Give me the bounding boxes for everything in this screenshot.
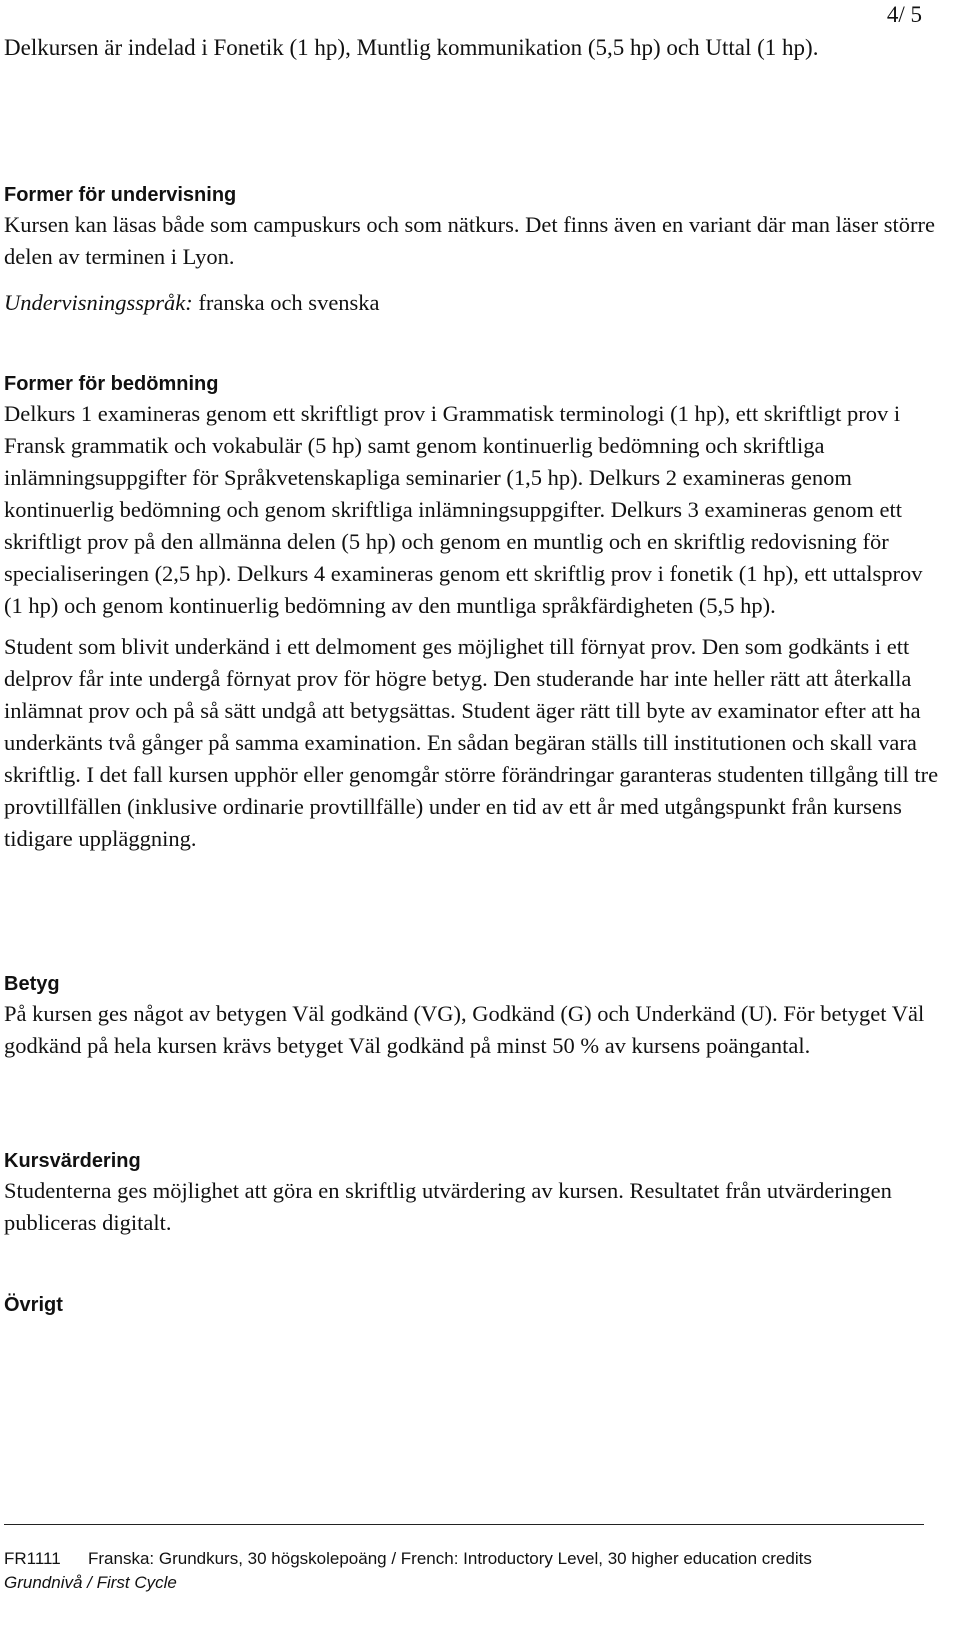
footer-divider xyxy=(4,1524,924,1525)
teaching-heading: Former för undervisning xyxy=(4,184,237,206)
evaluation-heading: Kursvärdering xyxy=(4,1150,141,1172)
page-footer xyxy=(4,1547,939,1595)
course-level: Grundnivå / First Cycle xyxy=(4,1573,177,1592)
teaching-language xyxy=(4,287,939,319)
assessment-section xyxy=(4,370,939,855)
assessment-paragraph-2: Student som blivit underkänd i ett delmoment ges möjlighet till förnyat prov. Den som godkänts i ett delprov får inte undergå förnyat prov för högre betyg. Den studerande har inte heller rätt att återkalla inlämnat prov och på så sätt undgå att betygsättas. Student äger rätt till byte av examinator efter att ha underkänts två gånger på samma examination. En sådan begäran ställs till institutionen och skall vara skriftlig. I det fall kursen upphör eller genomgår större förändringar garanteras studenten tillgång till tre provtillfällen (inklusive ordinarie provtillfälle) under en tid av ett år med utgångspunkt från kursens tidigare uppläggning. xyxy=(4,634,939,851)
language-value: franska och svenska xyxy=(192,290,380,315)
grade-paragraph: På kursen ges något av betygen Väl godkänd (VG), Godkänd (G) och Underkänd (U). För betyget Väl godkänd på hela kursen krävs betyget Väl godkänd på minst 50 % av kursens poängantal. xyxy=(4,1001,925,1058)
assessment-paragraph-1: Delkurs 1 examineras genom ett skriftligt prov i Grammatisk terminologi (1 hp), ett skriftligt prov i Fransk grammatik och vokabulär (5 hp) samt genom kontinuerlig bedömning och skriftliga inlämningsuppgifter för Språkvetenskapliga seminarier (1,5 hp). Delkurs 2 examineras genom kontinuerlig bedömning och genom skriftliga inlämningsuppgifter. Delkurs 3 examineras genom ett skriftligt prov på den allmänna delen (5 hp) och genom en muntlig och en skriftlig redovisning för specialiseringen (2,5 hp). Delkurs 4 examineras genom ett skriftlig prov i fonetik (1 hp), ett uttalsprov (1 hp) och genom kontinuerlig bedömning av den muntliga språkfärdigheten (5,5 hp). xyxy=(4,401,923,618)
grade-heading: Betyg xyxy=(4,973,60,995)
teaching-section xyxy=(4,181,939,319)
teaching-paragraph: Kursen kan läsas både som campuskurs och som nätkurs. Det finns även en variant där man läser större delen av terminen i Lyon. xyxy=(4,212,935,269)
course-code: FR1111 xyxy=(4,1549,61,1568)
grade-section xyxy=(4,970,939,1062)
evaluation-paragraph: Studenterna ges möjlighet att göra en skriftlig utvärdering av kursen. Resultatet från utvärderingen publiceras digitalt. xyxy=(4,1178,892,1235)
page-number: 4/ 5 xyxy=(886,2,922,27)
course-title: Franska: Grundkurs, 30 högskolepoäng / French: Introductory Level, 30 higher education credits xyxy=(88,1549,812,1568)
other-heading: Övrigt xyxy=(4,1294,63,1316)
other-section xyxy=(4,1291,939,1319)
intro-paragraph: Delkursen är indelad i Fonetik (1 hp), Muntlig kommunikation (5,5 hp) och Uttal (1 hp). xyxy=(4,35,819,60)
language-label: Undervisningsspråk: xyxy=(4,290,193,315)
assessment-heading: Former för bedömning xyxy=(4,373,219,395)
evaluation-section xyxy=(4,1147,939,1239)
